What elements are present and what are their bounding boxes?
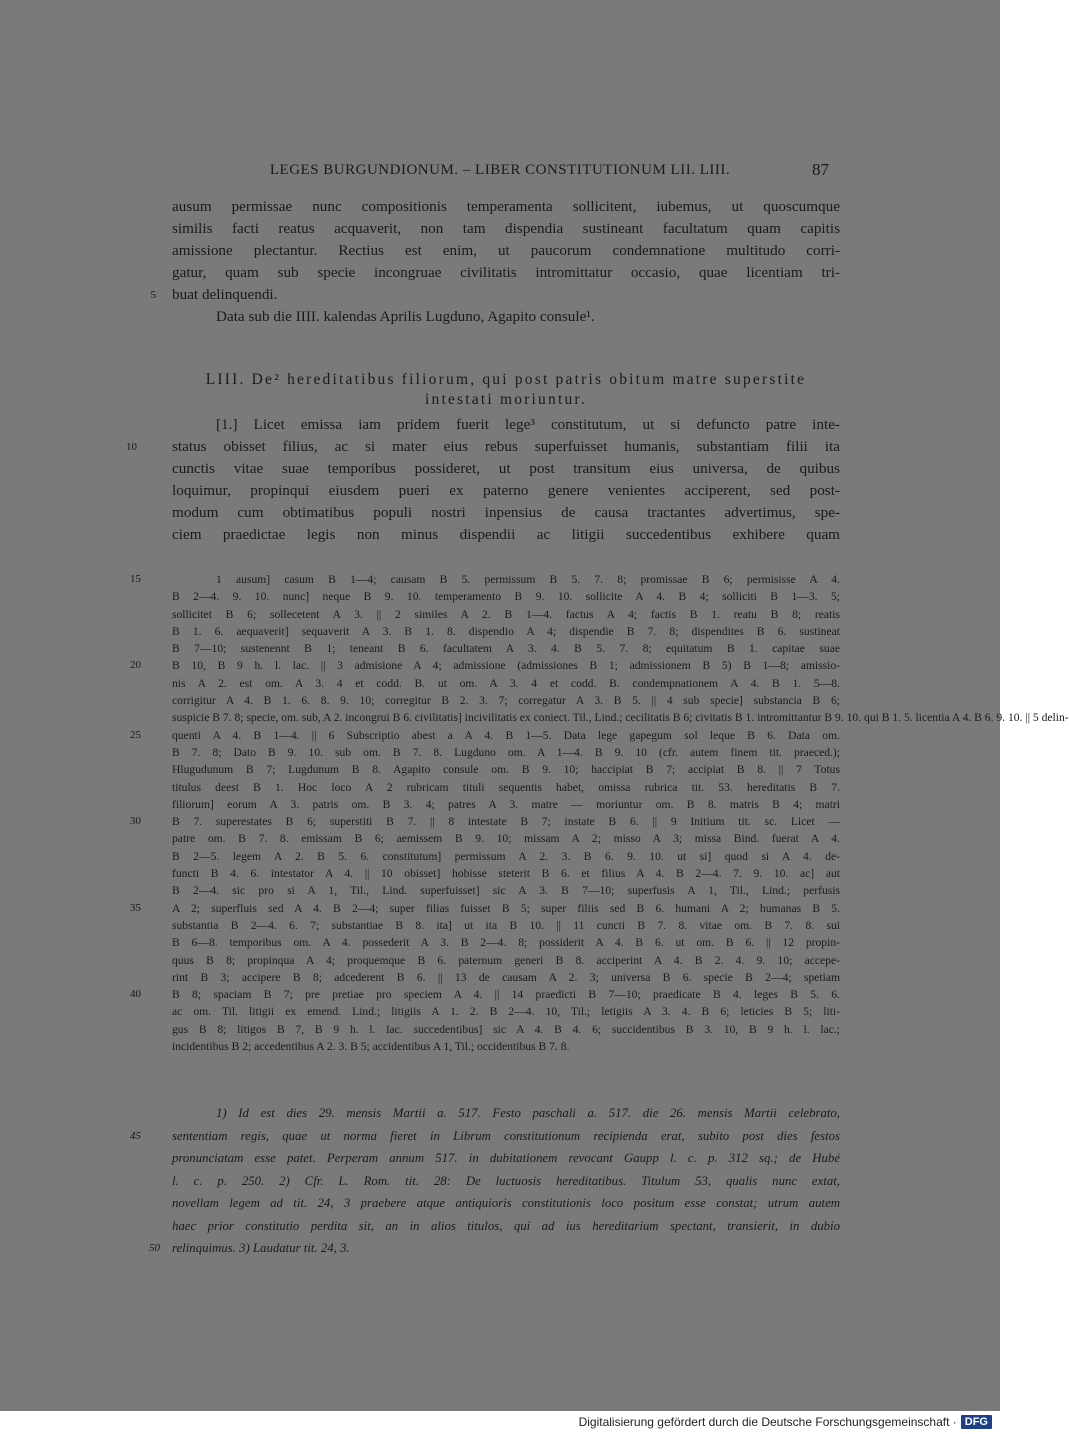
line-text: patre om. B 7. 8. emissam B 6; aemissem B 9. 10; missam A 2; misso A 3; missa Bind. fuerat A 4.: [172, 832, 840, 846]
line-text: gus B 8; litigos B 7, B 9 h. l. lac. succedentibus] sic A 4. B 4. 6; succidentibus B 3. 10, B 9 h. l. lac.;: [172, 1022, 840, 1036]
footer-text: Digitalisierung gefördert durch die Deutsche Forschungsgemeinschaft ·: [578, 1415, 957, 1429]
line-number: 30: [130, 815, 141, 828]
text-line: [126, 436, 840, 458]
line-text: buat delinquendi.: [172, 286, 278, 303]
line-text: B 2—4. sic pro si A 1, Til., Lind. superfuisset] sic A 3. B 7—10; superfusis A 1, Til., Lind.; perfusis: [172, 884, 840, 898]
line-number: 35: [130, 901, 141, 914]
apparatus-line: [172, 588, 840, 605]
line-text: B 8; spaciam B 7; pre pretiae pro speciem A 4. || 14 praedicti B 7—10; praedicate B 4. leges B 5. 6.: [172, 988, 840, 1002]
line-text: l. c. p. 250. 2) Cfr. L. Rom. tit. 28: De luctuosis hereditatibus. Titulum 53, qualis nunc extat,: [172, 1173, 840, 1188]
text-line: [172, 218, 840, 240]
line-text: B 7. 8; Dato B 9. 10. sub om. B 7. 8. Lugduno om. A 1—4. B 9. 10 (cfr. autem finem tit. praeced.);: [172, 745, 840, 759]
line-text: nis A 2. est om. A 3. 4 et codd. B. ut om. A 3. 4 et codd. B. condempnationem A 4. B 1. 5—8.: [172, 676, 840, 690]
apparatus-line: [172, 623, 840, 640]
line-text: similis facti reatus acquaverit, non tam dispendia sustineant facultatum quam capitis: [172, 220, 840, 237]
apparatus-line: [172, 692, 840, 709]
chapter-heading: [172, 370, 840, 410]
text-line: [172, 306, 840, 328]
text-line: [172, 196, 840, 218]
page-number: 87: [812, 160, 829, 179]
line-text: sententiam regis, quae ut norma fieret in Librum constitutionum recipienda erat, subito post dies festos: [172, 1128, 840, 1143]
line-text: corrigitur A 4. B 1. 6. 8. 9. 10; corregitur B 2. 3. 7; corregatur A 3. B 5. || 4 sub specie] substancia B 6;: [172, 694, 840, 708]
line-text: novellam legem ad tit. 24, 3 praebere atque antiquioris constitutionis loco positum esse constat; utrum autem: [172, 1196, 840, 1210]
line-text: loquimur, propinqui eiusdem pueri ex paterno genere venientes acciperent, sed post-: [172, 482, 840, 499]
apparatus-line: [172, 917, 840, 934]
line-number: 15: [130, 573, 141, 585]
text-line: [150, 284, 840, 306]
apparatus-line: [130, 900, 840, 917]
apparatus-line: [172, 865, 840, 882]
text-line: [172, 262, 840, 284]
line-number: 50: [149, 1242, 160, 1254]
chapter-heading-line: LIII. De² hereditatibus filiorum, qui post patris obitum matre superstite: [205, 371, 807, 388]
body-text-top: [150, 196, 840, 328]
footnotes: [130, 1102, 840, 1260]
text-line: [172, 458, 840, 480]
line-text: suspicie B 7. 8; specie, om. sub, A 2. incongrui B 6. civilitatis] incivilitatis ex coniect. Til., Lind.; cecilitatis B 6; civitatis B 1. intromittantur B 9. 10. qui B 1. 5. licentia A 4. B 6. 9. 10. || 5 delin-: [172, 711, 1069, 725]
line-text: 1 ausum] casum B 1—4; causam B 5. permissum B 5. 7. 8; promissae B 6; permisisse A 4.: [216, 573, 840, 586]
line-text: gatur, quam sub specie incongruae civilitatis intromittatur occasio, quae licentiam tri-: [172, 264, 840, 281]
line-text: B 2—4. 9. 10. nunc] neque B 9. 10. temperamento B 9. 10. sollicite A 4. B 4; solliciti B 1—3. 5;: [172, 590, 840, 604]
text-line: [172, 240, 840, 262]
line-number: 5: [150, 289, 156, 301]
line-text: titulus deest B 1. Hoc loco A 2 rubricam tituli sequentis habet, omissa rubrica tit. 53. hereditatis B 7.: [172, 780, 840, 794]
line-text: substantia B 2—4. 6. 7; substantiae B 8. ita] ut ita B 10. || 11 cuncti B 7. 8. vitae om. B 7. 8. sui: [172, 918, 840, 932]
line-text: B 7—10; sustenennt B 1; teneant B 6. facultatem A 3. 4. B 5. 7. 8; equitatum B 1. capitae suae: [172, 642, 840, 656]
footnote-line: [172, 1102, 840, 1125]
apparatus-line: [172, 848, 840, 865]
apparatus-line: [130, 986, 840, 1003]
apparatus-line: [172, 779, 840, 796]
footnote-line: [172, 1192, 840, 1215]
line-text: quus B 8; propinqua A 4; proquemque B 6. paternum generi B 8. acciperint A 4. B 2. 4. 9. 10; accepe-: [172, 953, 840, 967]
line-text: A 2; superfluis sed A 4. B 2—4; super filias fuisset B 5; super filiis sed B 6. humani A 2; humanas B 5.: [172, 901, 840, 915]
line-text: haec prior constitutio perdita sit, an in alios titulos, qui ad ius hereditarium spectant, transierit, in dubio: [172, 1218, 840, 1233]
line-text: B 6—8. temporibus om. A 4. possederit A 3. B 2—4. 8; possiderit A 4. B 6. ut om. B 6. || 12 propin-: [172, 936, 840, 950]
apparatus-line: [172, 796, 840, 813]
apparatus-line: [172, 761, 840, 778]
line-text: 1) Id est dies 29. mensis Martii a. 517. Festo paschali a. 517. die 26. mensis Martii celebrato,: [216, 1106, 840, 1120]
apparatus-line: [172, 934, 840, 951]
apparatus-line: [172, 1038, 840, 1055]
text-line: [172, 524, 840, 546]
apparatus-line: [130, 813, 840, 830]
text-line: [172, 502, 840, 524]
line-text: Data sub die IIII. kalendas Aprilis Lugduno, Agapito consule¹.: [216, 308, 595, 325]
line-number: 20: [130, 659, 141, 672]
apparatus-line: [172, 830, 840, 847]
footer-credit: [579, 1413, 992, 1431]
line-text: ausum permissae nunc compositionis temperamenta sollicitent, iubemus, ut quoscumque: [172, 198, 840, 215]
apparatus-line: [172, 969, 840, 986]
line-text: pronunciatam esse patet. Perperam annum 517. in dubitationem revocant Gaupp l. c. p. 312 sq.; de Hubé: [172, 1151, 840, 1165]
apparatus-line: [172, 952, 840, 969]
chapter-heading-line: intestati moriuntur.: [425, 391, 587, 408]
line-text: incidentibus B 2; accedentibus A 2. 3. B 5; accidentibus A 1, Til.; occidentibus B 7. 8.: [172, 1040, 570, 1054]
line-text: cunctis vitae suae temporibus possideret, ut post transitum eius universa, de quibus: [172, 460, 840, 477]
body-text-main: [126, 414, 840, 546]
line-text: modum cum obtimatibus populi nostri inpensius de causa tractantes advertimus, spe-: [172, 504, 840, 521]
running-header: [0, 160, 1000, 182]
footnote-line: [130, 1125, 840, 1148]
footnote-line: [172, 1147, 840, 1170]
line-text: rint B 3; accipere B 8; adcederent B 6. || 13 de causam A 2. 3; universa B 6. specie B 2—4; spetiam: [172, 970, 840, 984]
apparatus-line: [172, 744, 840, 761]
line-text: Hlugudunum B 7; Lugdunum B 8. Agapito consule om. B 9. 10; haccipiat B 7; accipiat B 8. || 7 Totus: [172, 763, 840, 777]
dfg-logo: DFG: [961, 1415, 992, 1429]
apparatus-line: [172, 1021, 840, 1038]
apparatus-line: [130, 571, 840, 588]
running-title: LEGES BURGUNDIONUM. – LIBER CONSTITUTIONUM LII. LIII.: [269, 162, 731, 178]
line-number: 25: [130, 728, 141, 741]
line-text: filiorum] eorum A 3. patris om. B 3. 4; patres A 3. matre — moriuntur om. B 8. matris B 4; matri: [172, 797, 840, 811]
line-text: B 1. 6. aequaverit] sequaverit A 3. B 1. 8. dispendio A 4; dispendie B 7. 8; dispendites B 6. sustineat: [172, 624, 840, 638]
apparatus-line: [172, 640, 840, 657]
line-text: [1.] Licet emissa iam pridem fuerit lege³ constitutum, ut si defuncto patre inte-: [216, 416, 840, 433]
line-text: relinquimus. 3) Laudatur tit. 24, 3.: [172, 1241, 350, 1255]
line-number: 40: [130, 988, 141, 1001]
line-number: 45: [130, 1129, 141, 1142]
footnote-line: [172, 1215, 840, 1238]
footnote-line: [149, 1237, 840, 1260]
line-text: B 7. superestates B 6; superstiti B 7. || 8 intestate B 7; instate B 6. || 9 Initium tit. sc. Licet —: [172, 815, 840, 829]
line-text: amissione plectantur. Rectius est enim, ut paucorum condemnatione multitudo corri-: [172, 242, 840, 259]
apparatus-line: [172, 675, 840, 692]
line-text: ac om. Til. litigii ex emend. Lind.; litigiis A 1. 2. B 2—4. 10, Til.; letigiis A 3. 4. B 6; leticies B 5; liti-: [172, 1005, 840, 1019]
apparatus-line: [130, 657, 840, 674]
line-text: functi B 4. 6. intestator A 4. || 10 obisset] hobisse steterit B 6. et filius A 4. B 2—4. 7. 9. 10. ac] aut: [172, 867, 840, 881]
apparatus-line: [172, 709, 1069, 726]
line-number: 10: [126, 441, 137, 453]
apparatus-line: [172, 606, 840, 623]
line-text: B 10, B 9 h. l. lac. || 3 admisione A 4; admissione (admissiones B 1; admissionem B 5) B 1—8; amissio-: [172, 659, 840, 673]
line-text: B 2—5. legem A 2. B 5. 6. constitutum] permissum A 2. 3. B 6. 9. 10. ut si] quod si A 4. de-: [172, 849, 840, 863]
apparatus-line: [172, 1003, 840, 1020]
apparatus-line: [172, 882, 840, 899]
line-text: quenti A 4. B 1—4. || 6 Subscriptio abest a A 4. B 1—5. Data lege gapegum sol leque B 6. Data om.: [172, 728, 840, 742]
text-line: [172, 414, 840, 436]
text-line: [172, 480, 840, 502]
line-text: sollicitet B 6; sollecetent A 3. || 2 similes A 2. B 1—4. factus A 4; factis B 1. reatu B 8; reatis: [172, 607, 840, 621]
apparatus-line: [130, 727, 840, 744]
line-text: ciem praedictae legis non minus dispendii ac litigii succedentibus exhibere quam: [172, 526, 840, 543]
line-text: status obisset filius, ac si mater eius rebus superfuisset humanis, substantiam filii ita: [172, 438, 840, 455]
critical-apparatus: [130, 571, 1069, 1055]
footnote-line: [172, 1170, 840, 1193]
